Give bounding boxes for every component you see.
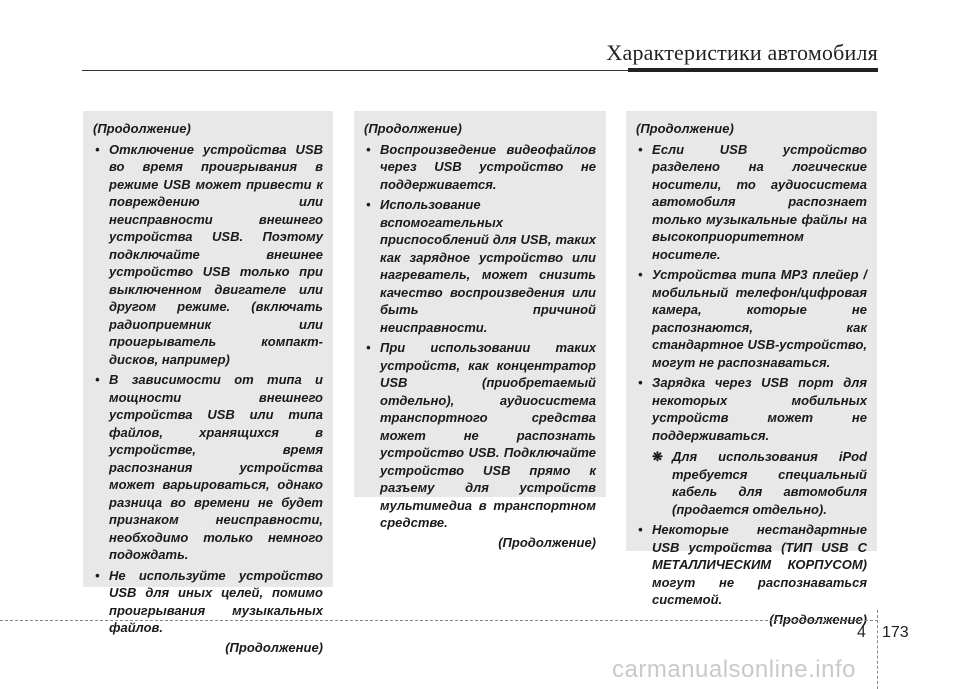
list-item (364, 196, 596, 336)
continued-heading: (Продолжение) (364, 121, 462, 136)
list-item (93, 371, 323, 564)
continued-heading: (Продолжение) (636, 121, 734, 136)
list-item-text: Не используйте устройство USB для иных целей, помимо проигрывания музыкальных файлов. (109, 567, 323, 635)
bullet-list (636, 521, 867, 609)
asterisk-icon: ❋ (652, 449, 663, 464)
bullet-icon: • (366, 141, 371, 157)
note-paragraph (636, 448, 867, 518)
list-item (364, 141, 596, 194)
list-item-text: Отключение устройства USB во время проигрывания в режиме USB может привести к повреждению или неисправности внешнего устройства USB. Поэтому подключайте внешнее устройство USB только при выключенном двигателе или другом режиме. (включать радиоприемник или проигрыватель компакт-дисков, например) (109, 141, 323, 367)
list-item-text: Зарядка через USB порт для некоторых мобильных устройств может не поддерживаться. (652, 375, 867, 443)
bullet-icon: • (95, 141, 100, 157)
continued-footer: (Продолжение) (225, 639, 323, 655)
bullet-icon: • (95, 372, 100, 387)
footer-dashed-rule (0, 620, 878, 621)
list-item-text: Некоторые нестандартные USB устройства (ТИП USB С МЕТАЛЛИЧЕСКИМ КОРПУСОМ) могут не распознаваться системой. (652, 522, 867, 607)
list-item-text: Если USB устройство разделено на логические носители, то аудиосистема автомобиля распознает только музыкальные файлы на высокоприоритетном носителе. (652, 141, 867, 262)
list-item (636, 266, 867, 371)
list-item-text: Устройства типа MP3 плейер /мобильный телефон/цифровая камера, которые не распознаются, как стандартное USB-устройство, могут не распознаваться. (652, 267, 867, 370)
bullet-list (636, 141, 867, 445)
bullet-icon: • (366, 340, 371, 355)
list-item (364, 339, 596, 532)
bullet-icon: • (638, 375, 643, 390)
header-rule-accent (628, 68, 878, 72)
bullet-icon: • (638, 522, 643, 537)
list-item-text: При использовании таких устройств, как концентратор USB (приобретаемый отдельно), аудиосистема транспортного средства может не распознать устройство USB. Подключайте устройство USB прямо к разъему для устройств мультимедиа в транспортном средстве. (380, 340, 596, 530)
bullet-icon: • (638, 267, 643, 282)
list-item-text: В зависимости от типа и мощности внешнего устройства USB или типа файлов, хранящихся в устройстве, время распознания устройства может варьироваться, однако разница во времени не будет признаком неисправности, необходимо только немного подождать. (109, 372, 323, 562)
info-box-2 (354, 111, 606, 550)
continued-footer: (Продолжение) (498, 534, 596, 550)
info-box-1 (83, 111, 333, 655)
bullet-icon: • (366, 197, 371, 212)
continued-heading: (Продолжение) (93, 121, 191, 136)
bullet-icon: • (638, 141, 643, 157)
list-item-text: Воспроизведение видеофайлов через USB устройство не поддерживается. (380, 141, 596, 192)
list-item (636, 141, 867, 264)
list-item (636, 374, 867, 444)
bullet-list (364, 141, 596, 532)
page-header-title: Характеристики автомобиля (606, 40, 878, 65)
page-number: 173 (882, 624, 909, 641)
list-item-text: Использование вспомогательных приспособлений для USB, таких как зарядное устройство или нагреватель, может снизить качество воспроизведения или быть причиной неисправности. (380, 197, 596, 335)
list-item (93, 141, 323, 369)
chapter-number: 4 (857, 624, 866, 641)
note-text: Для использования iPod требуется специальный кабель для автомобиля (продается отдельно). (672, 449, 867, 517)
watermark: carmanualsonline.info (612, 656, 856, 683)
bullet-icon: • (95, 567, 100, 583)
info-box-3 (626, 111, 877, 627)
continued-footer: (Продолжение) (769, 611, 867, 627)
bullet-list (93, 141, 323, 637)
footer-crop-mark (877, 610, 878, 689)
list-item (636, 521, 867, 609)
list-item (93, 567, 323, 637)
